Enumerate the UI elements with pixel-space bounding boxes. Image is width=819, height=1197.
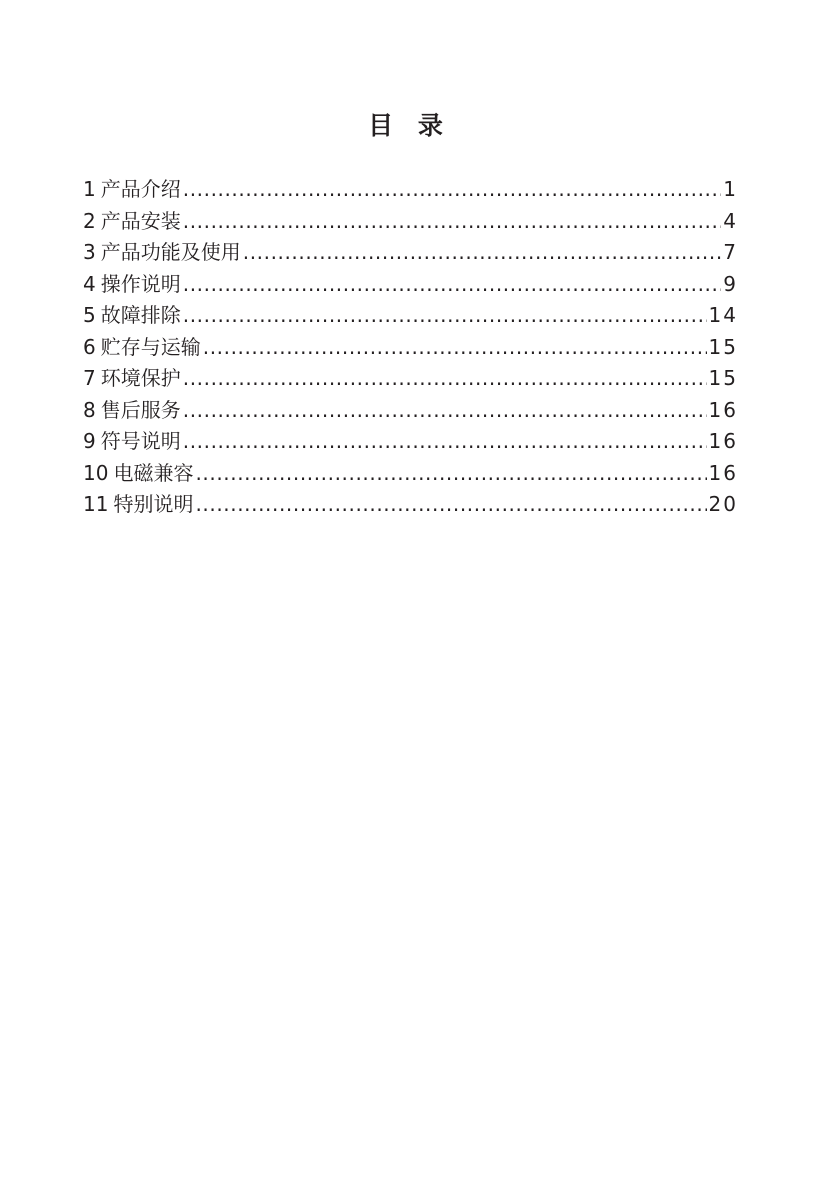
toc-entry-number: 5 (83, 303, 96, 327)
toc-entry-label: 特别说明 (113, 492, 194, 516)
toc-entry (83, 269, 736, 301)
toc-dot-leader (183, 426, 707, 458)
toc-entry-label: 环境保护 (100, 366, 181, 390)
toc-entry (83, 174, 736, 206)
toc-entry-number: 3 (83, 240, 96, 264)
toc-entry-number: 8 (83, 397, 96, 422)
toc-dot-leader (183, 300, 707, 332)
toc-entry-page: 16 (708, 429, 738, 453)
toc-entry-number: 6 (83, 334, 96, 359)
toc-entry-number: 10 (83, 460, 109, 485)
toc-entry-number: 1 (83, 177, 96, 201)
toc-entry-page: 15 (708, 366, 738, 390)
toc-list (83, 174, 736, 521)
toc-entry-label: 产品介绍 (100, 177, 181, 201)
toc-entry-page: 7 (723, 240, 738, 264)
toc-entry (83, 395, 736, 427)
toc-entry-page: 1 (723, 177, 738, 201)
toc-dot-leader (243, 237, 722, 269)
toc-entry (83, 300, 736, 332)
toc-entry-number: 7 (83, 366, 96, 390)
toc-entry-page: 20 (708, 492, 738, 516)
toc-entry-page: 16 (708, 397, 738, 422)
toc-entry (83, 332, 736, 364)
toc-entry-label: 贮存与运输 (100, 334, 201, 359)
toc-dot-leader (183, 269, 722, 301)
toc-entry (83, 489, 736, 521)
toc-entry-number: 9 (83, 429, 96, 453)
toc-entry-label: 符号说明 (100, 429, 181, 453)
toc-entry-label: 电磁兼容 (113, 460, 194, 485)
toc-entry-page: 14 (708, 303, 738, 327)
toc-entry-label: 售后服务 (100, 397, 181, 422)
toc-entry-page: 15 (708, 334, 738, 359)
toc-entry (83, 426, 736, 458)
toc-entry-page: 9 (723, 271, 738, 296)
toc-entry-label: 产品功能及使用 (100, 240, 241, 264)
toc-dot-leader (195, 458, 706, 490)
toc-entry (83, 458, 736, 490)
toc-dot-leader (183, 363, 707, 395)
toc-entry (83, 206, 736, 238)
toc-entry-page: 4 (723, 208, 738, 233)
toc-dot-leader (183, 174, 722, 206)
toc-entry-number: 2 (83, 208, 96, 233)
toc-dot-leader (183, 206, 722, 238)
toc-entry-label: 产品安装 (100, 208, 181, 233)
toc-dot-leader (183, 395, 707, 427)
toc-entry (83, 363, 736, 395)
toc-entry-label: 故障排除 (100, 303, 181, 327)
toc-entry (83, 237, 736, 269)
toc-title: 目 录 (368, 111, 451, 140)
toc-entry-number: 4 (83, 271, 96, 296)
toc-dot-leader (203, 332, 707, 364)
toc-entry-label: 操作说明 (100, 271, 181, 296)
toc-dot-leader (195, 489, 706, 521)
toc-entry-page: 16 (708, 460, 738, 485)
toc-entry-number: 11 (83, 492, 109, 516)
